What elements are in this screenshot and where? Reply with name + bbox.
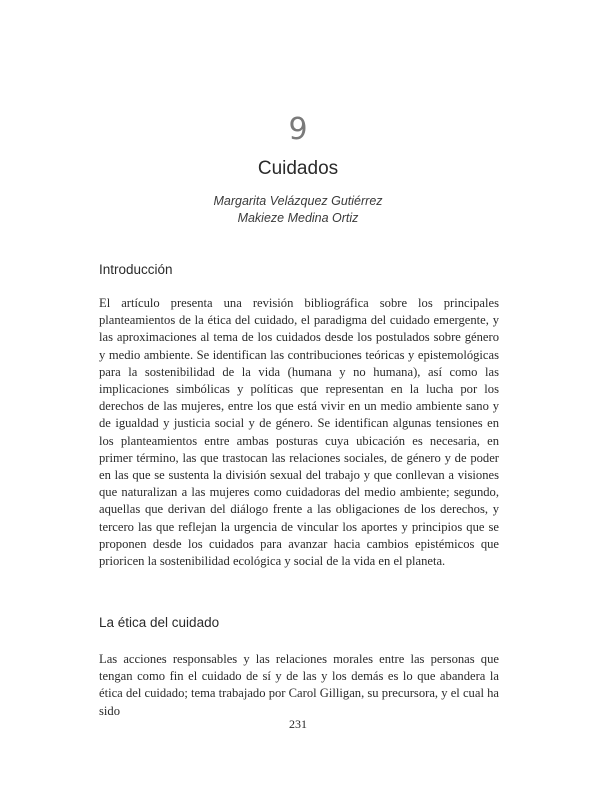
page-number: 231 [289,717,307,731]
paragraph-etica-del-cuidado: Las acciones responsables y las relaciones morales entre las personas que tengan como fin el cuidado de sí y de las y los demás es lo que abandera la ética del cuidado; tema trabajado por Carol Gilligan, su precursora, y el cual ha sido [99,652,499,718]
author-name: Margarita Velázquez Gutiérrez [213,194,383,208]
chapter-title: Cuidados [257,158,339,179]
author-name: Makieze Medina Ortiz [237,211,359,225]
chapter-number: 9 [288,112,308,147]
paragraph-introduccion: El artículo presenta una revisión bibliográfica sobre los principales planteamientos de la ética del cuidado, el paradigma del cuidado emergente, y las aproximaciones al tema de los cuidados desde los postulados sobre género y medio ambiente. Se identifican las contribuciones teóricas y epistemológicas para la sostenibilidad de la vida (humana y no humana), así como las implicaciones simbólicas y políticas que representan en la lucha por los derechos de las mujeres, entre los que está vivir en un medio ambiente sano y de igualdad y justicia social y de género. Se identifican algunas tensiones en los planteamientos entre ambas posturas cuya ubicación es necesaria, en primer término, las que trastocan las relaciones sociales, de género y de poder en las que se sustenta la división sexual del trabajo y que conllevan a visiones que naturalizan a las mujeres como cuidadoras del medio ambiente; segundo, aquellas que derivan del diálogo frente a las obligaciones de los derechos, y tercero las que reflejan la urgencia de vincular los aportes y principios que se proponen desde los cuidados para avanzar hacia cambios epistémicos que prioricen la sostenibilidad ecológica y social de la vida en el planeta. [99,296,499,569]
author-list [0,193,596,227]
section-heading-etica-del-cuidado: La ética del cuidado [99,615,220,630]
section-heading-introduccion: Introducción [99,262,173,277]
